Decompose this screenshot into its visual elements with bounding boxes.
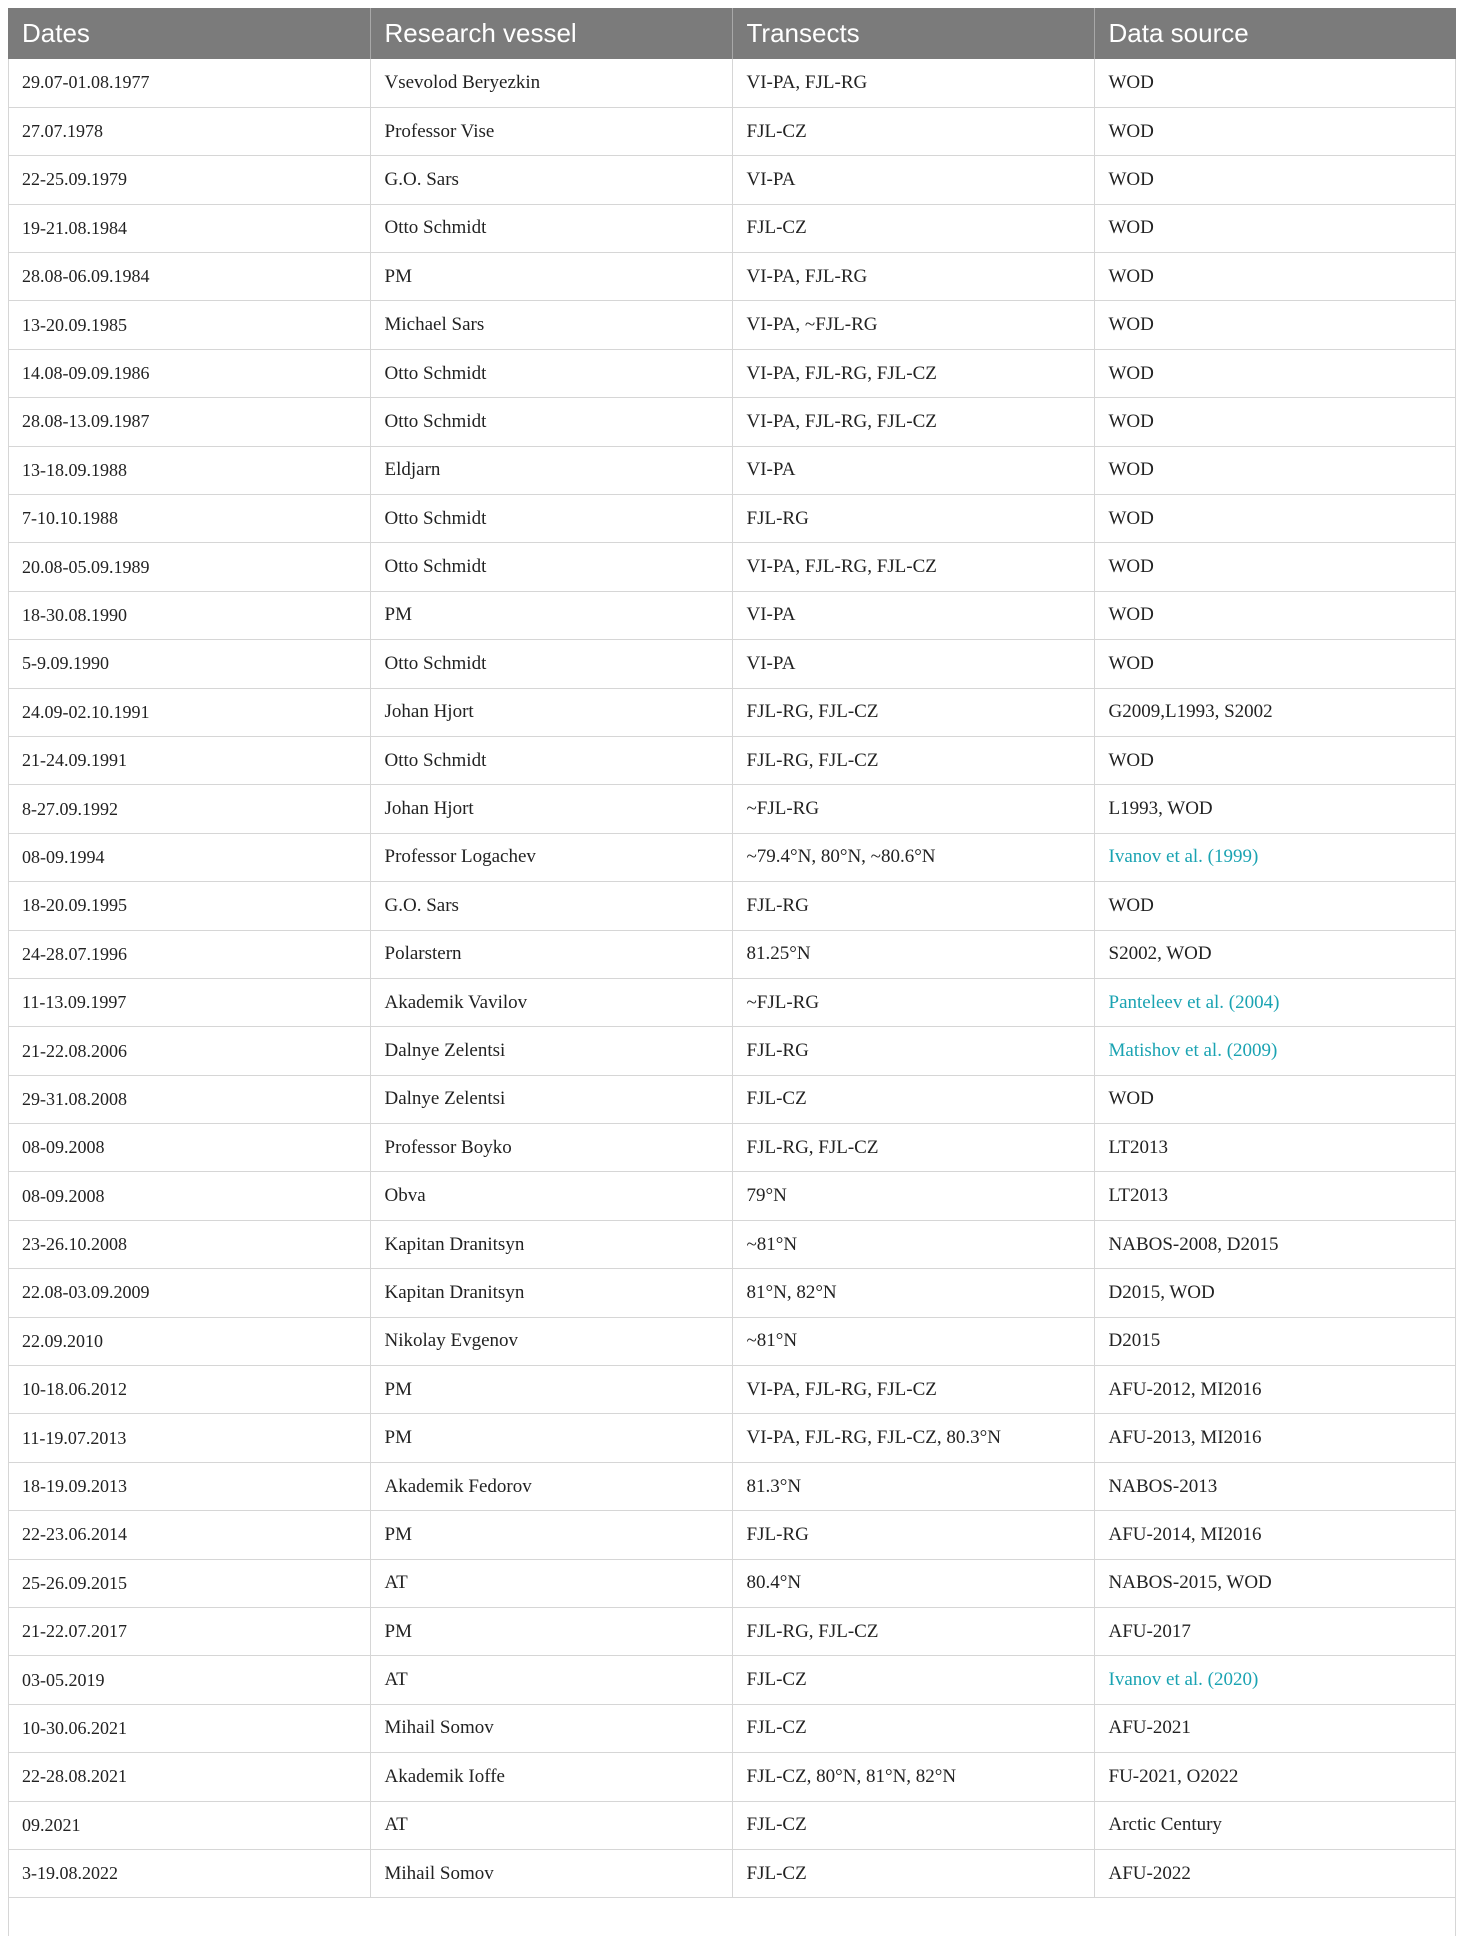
table-row bbox=[8, 736, 1456, 784]
header-row bbox=[8, 8, 1456, 59]
table-row bbox=[8, 543, 1456, 591]
cell-research-vessel: Otto Schmidt bbox=[370, 398, 732, 446]
table-row bbox=[8, 446, 1456, 494]
cell-date: 7-10.10.1988 bbox=[8, 495, 370, 543]
cell-data-source: LT2013 bbox=[1094, 1124, 1456, 1172]
cell-date: 21-22.08.2006 bbox=[8, 1027, 370, 1075]
cell-research-vessel: Akademik Ioffe bbox=[370, 1753, 732, 1801]
cell-transects: FJL-CZ bbox=[732, 1075, 1094, 1123]
cell-research-vessel: Johan Hjort bbox=[370, 688, 732, 736]
cell-transects: FJL-RG bbox=[732, 1511, 1094, 1559]
table-row bbox=[8, 107, 1456, 155]
cell-date: 21-22.07.2017 bbox=[8, 1608, 370, 1656]
cell-date: 08-09.2008 bbox=[8, 1172, 370, 1220]
cell-research-vessel: Otto Schmidt bbox=[370, 543, 732, 591]
cell-data-source: AFU-2022 bbox=[1094, 1849, 1456, 1897]
cell-date: 08-09.1994 bbox=[8, 833, 370, 881]
cell-research-vessel: Dalnye Zelentsi bbox=[370, 1027, 732, 1075]
cell-transects: VI-PA, FJL-RG, FJL-CZ bbox=[732, 1366, 1094, 1414]
table-row bbox=[8, 204, 1456, 252]
table-row bbox=[8, 1269, 1456, 1317]
cell-data-source: AFU-2014, MI2016 bbox=[1094, 1511, 1456, 1559]
cell-date: 18-30.08.1990 bbox=[8, 591, 370, 639]
cell-transects: VI-PA, FJL-RG, FJL-CZ bbox=[732, 398, 1094, 446]
cell-date: 8-27.09.1992 bbox=[8, 785, 370, 833]
cell-data-source: WOD bbox=[1094, 495, 1456, 543]
cell-research-vessel: Otto Schmidt bbox=[370, 349, 732, 397]
table-row bbox=[8, 978, 1456, 1026]
cell-date: 20.08-05.09.1989 bbox=[8, 543, 370, 591]
cell-research-vessel: PM bbox=[370, 1511, 732, 1559]
cell-transects: FJL-CZ bbox=[732, 204, 1094, 252]
cell-transects: 79°N bbox=[732, 1172, 1094, 1220]
expeditions-table bbox=[8, 8, 1456, 1898]
cell-transects: VI-PA, FJL-RG, FJL-CZ bbox=[732, 543, 1094, 591]
cell-data-source: S2002, WOD bbox=[1094, 930, 1456, 978]
cell-date: 23-26.10.2008 bbox=[8, 1220, 370, 1268]
cell-research-vessel: Vsevolod Beryezkin bbox=[370, 59, 732, 107]
cell-date: 21-24.09.1991 bbox=[8, 736, 370, 784]
table-row bbox=[8, 301, 1456, 349]
cell-transects: VI-PA bbox=[732, 591, 1094, 639]
cell-data-source: WOD bbox=[1094, 301, 1456, 349]
table-row bbox=[8, 1075, 1456, 1123]
cell-transects: 81.3°N bbox=[732, 1462, 1094, 1510]
cell-transects: FJL-RG, FJL-CZ bbox=[732, 1608, 1094, 1656]
cell-research-vessel: PM bbox=[370, 1608, 732, 1656]
cell-transects: FJL-RG, FJL-CZ bbox=[732, 736, 1094, 784]
cell-transects: FJL-RG, FJL-CZ bbox=[732, 688, 1094, 736]
table-row bbox=[8, 688, 1456, 736]
table-row bbox=[8, 1317, 1456, 1365]
cell-date: 10-18.06.2012 bbox=[8, 1366, 370, 1414]
cell-research-vessel: Otto Schmidt bbox=[370, 736, 732, 784]
reference-link[interactable]: Ivanov et al. (1999) bbox=[1108, 846, 1259, 868]
cell-date: 3-19.08.2022 bbox=[8, 1849, 370, 1897]
cell-transects: VI-PA bbox=[732, 446, 1094, 494]
table-row bbox=[8, 930, 1456, 978]
cell-transects: 80.4°N bbox=[732, 1559, 1094, 1607]
cell-data-source: AFU-2013, MI2016 bbox=[1094, 1414, 1456, 1462]
table-row bbox=[8, 1849, 1456, 1897]
cell-transects: VI-PA, FJL-RG bbox=[732, 59, 1094, 107]
cell-research-vessel: AT bbox=[370, 1801, 732, 1849]
cell-transects: FJL-RG bbox=[732, 495, 1094, 543]
column-header-dates: Dates bbox=[8, 8, 370, 59]
cell-data-source: AFU-2017 bbox=[1094, 1608, 1456, 1656]
cell-data-source: WOD bbox=[1094, 156, 1456, 204]
cell-date: 03-05.2019 bbox=[8, 1656, 370, 1704]
cell-research-vessel: AT bbox=[370, 1656, 732, 1704]
cell-data-source: AFU-2012, MI2016 bbox=[1094, 1366, 1456, 1414]
cell-data-source: FU-2021, O2022 bbox=[1094, 1753, 1456, 1801]
cell-data-source: NABOS-2015, WOD bbox=[1094, 1559, 1456, 1607]
cell-data-source: WOD bbox=[1094, 591, 1456, 639]
cell-date: 22-25.09.1979 bbox=[8, 156, 370, 204]
cell-research-vessel: Professor Logachev bbox=[370, 833, 732, 881]
cell-data-source bbox=[1094, 1027, 1456, 1075]
table-row bbox=[8, 591, 1456, 639]
cell-transects: FJL-RG bbox=[732, 882, 1094, 930]
cell-research-vessel: PM bbox=[370, 1366, 732, 1414]
cell-research-vessel: PM bbox=[370, 1414, 732, 1462]
cell-data-source: WOD bbox=[1094, 253, 1456, 301]
cell-date: 11-13.09.1997 bbox=[8, 978, 370, 1026]
cell-transects: ~79.4°N, 80°N, ~80.6°N bbox=[732, 833, 1094, 881]
cell-date: 22.08-03.09.2009 bbox=[8, 1269, 370, 1317]
table-row bbox=[8, 59, 1456, 107]
cell-data-source: WOD bbox=[1094, 107, 1456, 155]
cell-research-vessel: Mihail Somov bbox=[370, 1849, 732, 1897]
cell-data-source: WOD bbox=[1094, 398, 1456, 446]
reference-link[interactable]: Panteleev et al. (2004) bbox=[1108, 991, 1280, 1013]
cell-transects: ~81°N bbox=[732, 1317, 1094, 1365]
cell-research-vessel: Otto Schmidt bbox=[370, 495, 732, 543]
table-row bbox=[8, 882, 1456, 930]
cell-transects: FJL-CZ bbox=[732, 107, 1094, 155]
cell-date: 08-09.2008 bbox=[8, 1124, 370, 1172]
cell-research-vessel: G.O. Sars bbox=[370, 882, 732, 930]
cell-transects: FJL-RG bbox=[732, 1027, 1094, 1075]
table-row bbox=[8, 833, 1456, 881]
cell-research-vessel: Mihail Somov bbox=[370, 1704, 732, 1752]
cell-data-source: D2015 bbox=[1094, 1317, 1456, 1365]
table-row bbox=[8, 349, 1456, 397]
table-header bbox=[8, 8, 1456, 59]
cell-transects: ~FJL-RG bbox=[732, 978, 1094, 1026]
cell-research-vessel: Professor Vise bbox=[370, 107, 732, 155]
cell-date: 24-28.07.1996 bbox=[8, 930, 370, 978]
cell-data-source: WOD bbox=[1094, 446, 1456, 494]
cell-data-source: D2015, WOD bbox=[1094, 1269, 1456, 1317]
cell-data-source: AFU-2021 bbox=[1094, 1704, 1456, 1752]
cell-data-source: WOD bbox=[1094, 204, 1456, 252]
cell-research-vessel: Johan Hjort bbox=[370, 785, 732, 833]
cell-date: 13-20.09.1985 bbox=[8, 301, 370, 349]
cell-date: 14.08-09.09.1986 bbox=[8, 349, 370, 397]
table-row bbox=[8, 1656, 1456, 1704]
cell-date: 24.09-02.10.1991 bbox=[8, 688, 370, 736]
cell-data-source: NABOS-2013 bbox=[1094, 1462, 1456, 1510]
cell-research-vessel: PM bbox=[370, 253, 732, 301]
table-row bbox=[8, 1608, 1456, 1656]
cell-transects: FJL-CZ bbox=[732, 1656, 1094, 1704]
cell-research-vessel: Obva bbox=[370, 1172, 732, 1220]
cell-date: 18-19.09.2013 bbox=[8, 1462, 370, 1510]
cell-data-source: WOD bbox=[1094, 349, 1456, 397]
table-row bbox=[8, 495, 1456, 543]
cell-research-vessel: Dalnye Zelentsi bbox=[370, 1075, 732, 1123]
cell-date: 22-23.06.2014 bbox=[8, 1511, 370, 1559]
cell-date: 5-9.09.1990 bbox=[8, 640, 370, 688]
cell-research-vessel: Polarstern bbox=[370, 930, 732, 978]
cell-research-vessel: Kapitan Dranitsyn bbox=[370, 1269, 732, 1317]
cell-transects: 81°N, 82°N bbox=[732, 1269, 1094, 1317]
table-row bbox=[8, 398, 1456, 446]
cell-transects: VI-PA, ~FJL-RG bbox=[732, 301, 1094, 349]
column-header-data-source: Data source bbox=[1094, 8, 1456, 59]
cell-research-vessel: Professor Boyko bbox=[370, 1124, 732, 1172]
cell-data-source bbox=[1094, 833, 1456, 881]
cell-data-source: NABOS-2008, D2015 bbox=[1094, 1220, 1456, 1268]
table-row bbox=[8, 1801, 1456, 1849]
cell-date: 28.08-06.09.1984 bbox=[8, 253, 370, 301]
column-header-research-vessel: Research vessel bbox=[370, 8, 732, 59]
cell-date: 29.07-01.08.1977 bbox=[8, 59, 370, 107]
cell-transects: VI-PA bbox=[732, 156, 1094, 204]
table-body bbox=[8, 59, 1456, 1898]
table-row bbox=[8, 1462, 1456, 1510]
cell-data-source: L1993, WOD bbox=[1094, 785, 1456, 833]
cell-research-vessel: Akademik Vavilov bbox=[370, 978, 732, 1026]
table-row bbox=[8, 1172, 1456, 1220]
cell-date: 25-26.09.2015 bbox=[8, 1559, 370, 1607]
cell-transects: FJL-CZ bbox=[732, 1704, 1094, 1752]
cell-data-source: WOD bbox=[1094, 1075, 1456, 1123]
table-row bbox=[8, 1414, 1456, 1462]
cell-date: 13-18.09.1988 bbox=[8, 446, 370, 494]
table-row bbox=[8, 1220, 1456, 1268]
cell-data-source: WOD bbox=[1094, 59, 1456, 107]
cell-research-vessel: Otto Schmidt bbox=[370, 204, 732, 252]
reference-link[interactable]: Ivanov et al. (2020) bbox=[1108, 1669, 1259, 1691]
cell-transects: VI-PA bbox=[732, 640, 1094, 688]
cell-transects: ~81°N bbox=[732, 1220, 1094, 1268]
cell-research-vessel: G.O. Sars bbox=[370, 156, 732, 204]
cell-date: 22-28.08.2021 bbox=[8, 1753, 370, 1801]
cell-transects: VI-PA, FJL-RG, FJL-CZ, 80.3°N bbox=[732, 1414, 1094, 1462]
cell-transects: ~FJL-RG bbox=[732, 785, 1094, 833]
cell-data-source: WOD bbox=[1094, 640, 1456, 688]
cell-date: 18-20.09.1995 bbox=[8, 882, 370, 930]
cell-research-vessel: Akademik Fedorov bbox=[370, 1462, 732, 1510]
table-row bbox=[8, 1704, 1456, 1752]
cell-data-source bbox=[1094, 978, 1456, 1026]
cell-data-source: WOD bbox=[1094, 543, 1456, 591]
cell-transects: FJL-CZ bbox=[732, 1801, 1094, 1849]
cell-research-vessel: AT bbox=[370, 1559, 732, 1607]
cell-research-vessel: PM bbox=[370, 591, 732, 639]
cell-data-source bbox=[1094, 1656, 1456, 1704]
table-row bbox=[8, 640, 1456, 688]
table-row bbox=[8, 1027, 1456, 1075]
cell-date: 11-19.07.2013 bbox=[8, 1414, 370, 1462]
cell-date: 09.2021 bbox=[8, 1801, 370, 1849]
cell-data-source: WOD bbox=[1094, 882, 1456, 930]
cell-date: 29-31.08.2008 bbox=[8, 1075, 370, 1123]
cell-date: 10-30.06.2021 bbox=[8, 1704, 370, 1752]
cell-transects: 81.25°N bbox=[732, 930, 1094, 978]
reference-link[interactable]: Matishov et al. (2009) bbox=[1108, 1040, 1278, 1061]
cell-transects: VI-PA, FJL-RG, FJL-CZ bbox=[732, 349, 1094, 397]
cell-research-vessel: Otto Schmidt bbox=[370, 640, 732, 688]
table-row bbox=[8, 156, 1456, 204]
cell-data-source: Arctic Century bbox=[1094, 1801, 1456, 1849]
table-row bbox=[8, 1559, 1456, 1607]
cell-research-vessel: Michael Sars bbox=[370, 301, 732, 349]
cell-data-source: LT2013 bbox=[1094, 1172, 1456, 1220]
table-row bbox=[8, 253, 1456, 301]
cell-transects: FJL-CZ, 80°N, 81°N, 82°N bbox=[732, 1753, 1094, 1801]
cell-date: 22.09.2010 bbox=[8, 1317, 370, 1365]
cell-data-source: G2009,L1993, S2002 bbox=[1094, 688, 1456, 736]
cell-date: 28.08-13.09.1987 bbox=[8, 398, 370, 446]
cell-research-vessel: Nikolay Evgenov bbox=[370, 1317, 732, 1365]
table-row bbox=[8, 1366, 1456, 1414]
cell-research-vessel: Eldjarn bbox=[370, 446, 732, 494]
cell-research-vessel: Kapitan Dranitsyn bbox=[370, 1220, 732, 1268]
cell-date: 27.07.1978 bbox=[8, 107, 370, 155]
cell-transects: VI-PA, FJL-RG bbox=[732, 253, 1094, 301]
table-row bbox=[8, 1511, 1456, 1559]
cell-date: 19-21.08.1984 bbox=[8, 204, 370, 252]
table-row bbox=[8, 1753, 1456, 1801]
table-row bbox=[8, 1124, 1456, 1172]
column-header-transects: Transects bbox=[732, 8, 1094, 59]
cell-transects: FJL-RG, FJL-CZ bbox=[732, 1124, 1094, 1172]
cell-transects: FJL-CZ bbox=[732, 1849, 1094, 1897]
table-row bbox=[8, 785, 1456, 833]
cell-data-source: WOD bbox=[1094, 736, 1456, 784]
